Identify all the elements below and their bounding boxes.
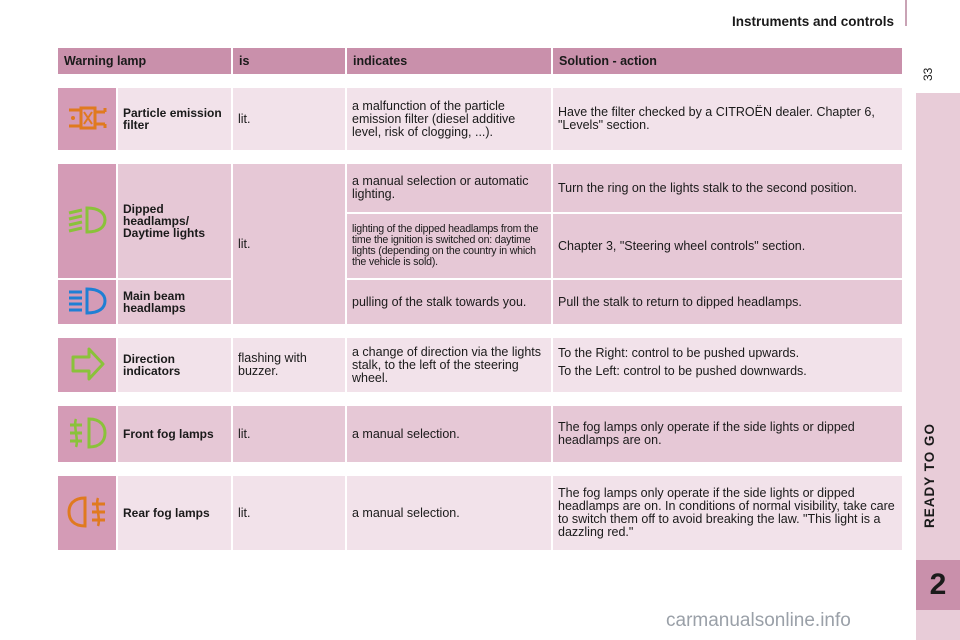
main-beam-icon [65, 284, 109, 321]
direction-indicator-icon [65, 345, 109, 386]
lamp-icon-cell [57, 87, 117, 151]
table-row [57, 163, 903, 213]
lamp-name: Direction indicators [117, 337, 232, 393]
table-row [57, 279, 903, 325]
lamp-solution: Turn the ring on the lights stalk to the second position. [552, 163, 903, 213]
lamp-state: lit. [232, 163, 346, 325]
lamp-state: lit. [232, 87, 346, 151]
table-row [57, 475, 903, 551]
lamp-icon-cell [57, 475, 117, 551]
page-header-title: Instruments and controls [731, 14, 894, 29]
lamp-indicates: lighting of the dipped headlamps from the time the ignition is switched on: daytime lights (depending on the country in which the vehicle is sold). [346, 213, 552, 279]
table-header-row [57, 47, 903, 75]
solution-line: To the Right: control to be pushed upwards. [558, 346, 800, 360]
lamp-name: Particle emission filter [117, 87, 232, 151]
dipped-headlamp-icon [65, 203, 109, 240]
lamp-indicates: a manual selection. [346, 405, 552, 463]
table-row [57, 337, 903, 393]
lamp-solution: Have the filter checked by a CITROËN dealer. Chapter 6, "Levels" section. [552, 87, 903, 151]
chapter-number: 2 [929, 568, 947, 601]
lamp-icon-cell [57, 405, 117, 463]
page-number: 33 [921, 67, 935, 81]
lamp-indicates: pulling of the stalk towards you. [346, 279, 552, 325]
lamp-icon-cell [57, 279, 117, 325]
lamp-state: flashing with buzzer. [232, 337, 346, 393]
lamp-indicates: a change of direction via the lights stalk, to the left of the steering wheel. [346, 337, 552, 393]
lamp-icon-cell [57, 337, 117, 393]
header-divider [905, 0, 907, 26]
lamp-state: lit. [232, 405, 346, 463]
particle-filter-icon [63, 100, 111, 139]
column-header: Solution - action [552, 47, 903, 75]
lamp-solution: Chapter 3, "Steering wheel controls" section. [552, 213, 903, 279]
lamp-name: Dipped headlamps/ Daytime lights [117, 163, 232, 279]
lamp-indicates: a manual selection. [346, 475, 552, 551]
table-row [57, 405, 903, 463]
lamp-solution: The fog lamps only operate if the side lights or dipped headlamps are on. [552, 405, 903, 463]
rear-fog-icon [65, 493, 109, 534]
chapter-side-tab [916, 93, 960, 640]
lamp-state: lit. [232, 475, 346, 551]
warning-lamps-table [56, 46, 904, 552]
chapter-tab-label: READY TO GO [922, 422, 937, 528]
lamp-solution: The fog lamps only operate if the side lights or dipped headlamps are on. In conditions of normal visibility, take care to switch them off to avoid breaking the law. "This light is a dazzling red." [552, 475, 903, 551]
front-fog-icon [65, 414, 109, 455]
lamp-name: Front fog lamps [117, 405, 232, 463]
lamp-name: Rear fog lamps [117, 475, 232, 551]
lamp-name: Main beam headlamps [117, 279, 232, 325]
watermark-text: carmanualsonline.info [666, 610, 851, 631]
lamp-solution: Pull the stalk to return to dipped headlamps. [552, 279, 903, 325]
column-header: is [232, 47, 346, 75]
lamp-indicates: a malfunction of the particle emission filter (diesel additive level, risk of clogging, ...). [346, 87, 552, 151]
table-row [57, 87, 903, 151]
lamp-icon-cell [57, 163, 117, 279]
column-header: indicates [346, 47, 552, 75]
lamp-solution [552, 337, 903, 393]
column-header: Warning lamp [57, 47, 232, 75]
solution-line: To the Left: control to be pushed downwards. [558, 364, 807, 378]
lamp-indicates: a manual selection or automatic lighting. [346, 163, 552, 213]
